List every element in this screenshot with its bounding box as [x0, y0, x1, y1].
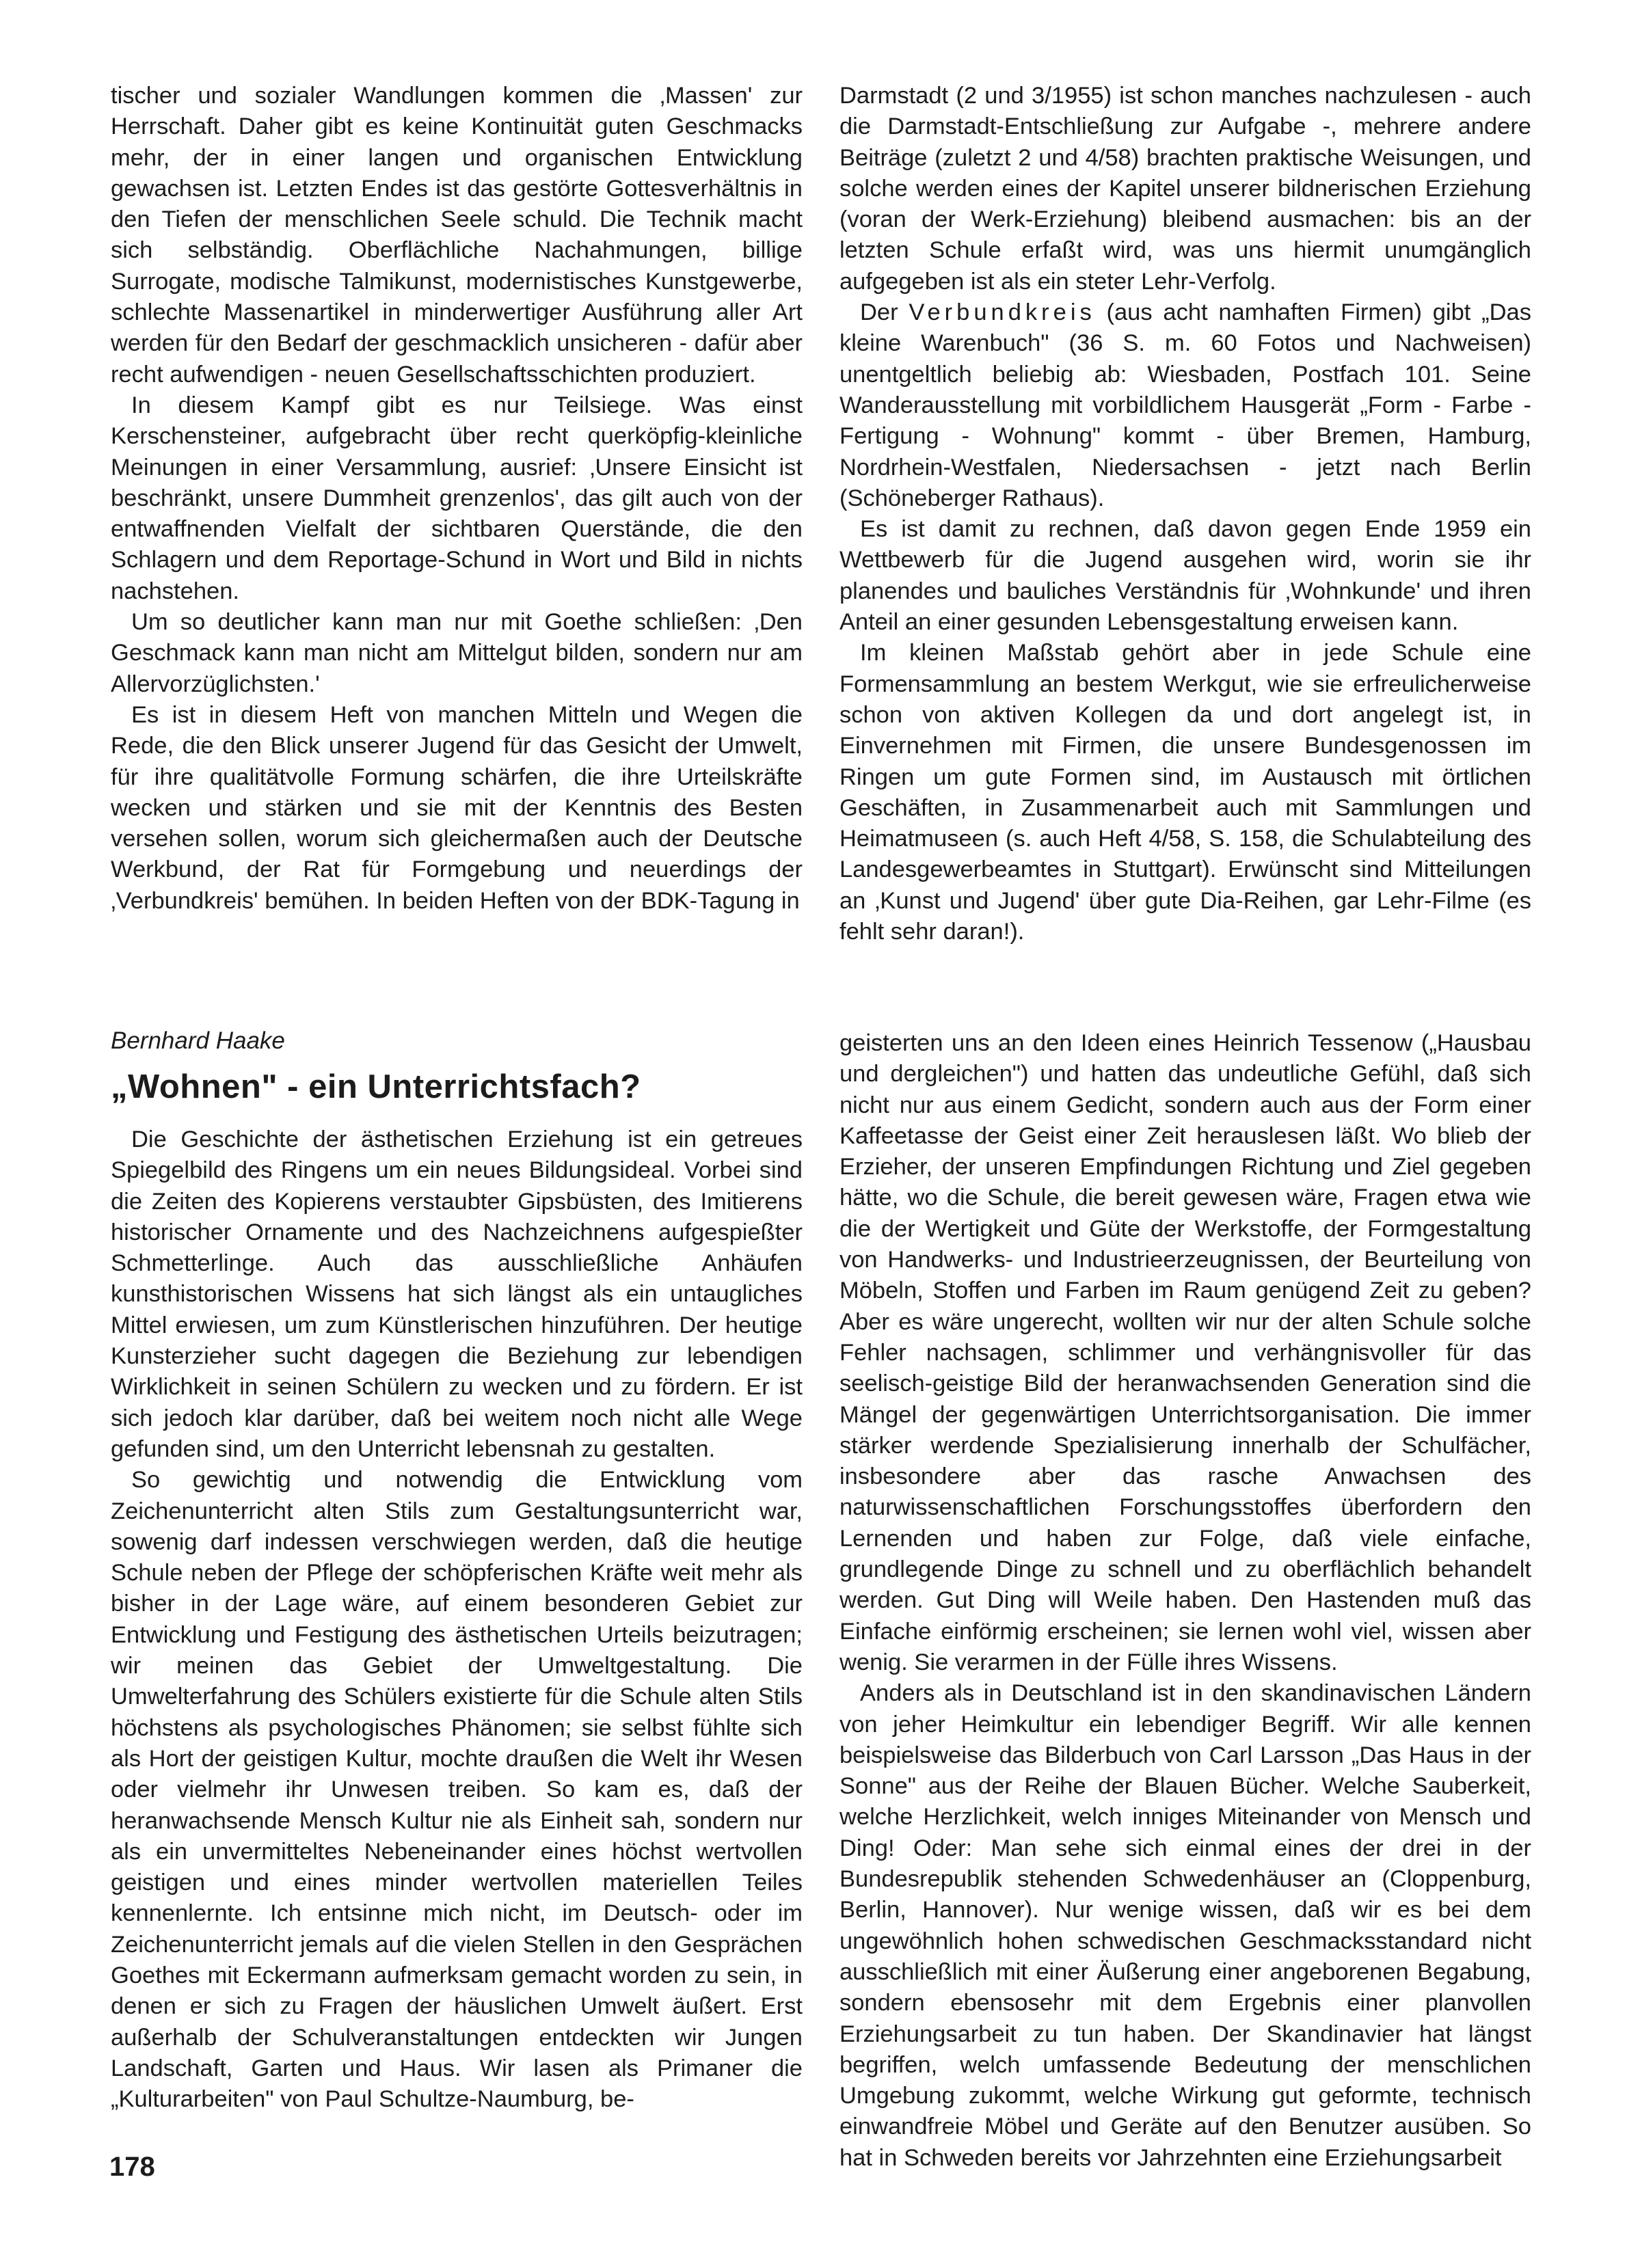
text-paragraph: tischer und sozialer Wandlungen kommen die ‚Massen' zur Herrschaft. Daher gibt es keine Kontinuität guten Geschmacks mehr, der in einer langen und organischen Entwicklung gewachsen ist. Letzten Endes ist das gestörte Gottesverhältnis in den Tiefen der menschlichen Seele schuld. Die Technik macht sich selbständig. Oberflächliche Nachahmungen, billige Surrogate, modische Talmikunst, modernistisches Kunstgewerbe, schlechte Massenartikel in minderwertiger Ausführung aller Art werden für den Bedarf der geschmacklich unsicheren - dafür aber recht aufwendigen - neuen Gesellschaftsschichten produziert. [111, 83, 803, 388]
spaced-emphasis: Verbundkreis [909, 299, 1096, 326]
article-author: Bernhard Haake [111, 1027, 285, 1054]
text-paragraph: Im kleinen Maßstab gehört aber in jede Schule eine Formensammlung an bestem Werkgut, wie sie erfreulicherweise schon von aktiven Kollegen da und dort angelegt ist, in Einvernehmen mit Firmen, die unsere Bundesgenossen im Ringen um gute Formen sind, im Austausch mit örtlichen Geschäften, in Zusammenarbeit auch mit Sammlungen und Heimatmuseen (s. auch Heft 4/58, S. 158, die Schulabteilung des Landesgewerbeamtes in Stuttgart). Erwünscht sind Mitteilungen an ‚Kunst und Jugend' über gute Dia-Reihen, gar Lehr-Filme (es fehlt sehr daran!). [839, 640, 1531, 945]
top-left-column [111, 81, 803, 917]
text-paragraph: Es ist in diesem Heft von manchen Mitteln und Wegen die Rede, die den Blick unserer Jugend für das Gesicht der Umwelt, für ihre qualitätvolle Formung schärfen, die ihre Urteilskräfte wecken und stärken und sie mit der Kenntnis des Besten versehen sollen, worum sich gleichermaßen auch der Deutsche Werkbund, der Rat für Formgebung und neuerdings der ‚Verbundkreis' bemühen. In beiden Heften von der BDK-Tagung in [111, 701, 803, 914]
bottom-right-column [839, 1028, 1531, 2174]
article-title: „Wohnen" - ein Unterrichtsfach? [111, 1068, 641, 1105]
bottom-left-column [111, 1124, 803, 2116]
text-paragraph: Anders als in Deutschland ist in den skandinavischen Ländern von jeher Heimkultur ein lebendiger Begriff. Wir alle kennen beispielsweise das Bilderbuch von Carl Larsson „Das Haus in der Sonne" aus der Reihe der Blauen Bücher. Welche Sauberkeit, welche Herzlichkeit, welch inniges Miteinander von Mensch und Ding! Oder: Man sehe sich einmal eines der drei in der Bundesrepublik stehenden Schwedenhäuser an (Cloppenburg, Berlin, Hannover). Nur wenige wissen, daß wir es bei dem ungewöhnlich hohen schwedischen Geschmacksstandard nicht ausschließlich mit einer Äußerung einer angeborenen Begabung, sondern ebensosehr mit dem Ergebnis einer planvollen Erziehungsarbeit zu tun haben. Der Skandinavier hat längst begriffen, welch umfassende Bedeutung der menschlichen Umgebung zukommt, welche Wirkung gut geformte, technisch einwandfreie Möbel und Geräte auf den Benutzer ausüben. So hat in Schweden bereits vor Jahrzehnten eine Erziehungsarbeit [839, 1680, 1531, 2171]
text-paragraph: geisterten uns an den Ideen eines Heinrich Tessenow („Hausbau und dergleichen") und hatten das undeutliche Gefühl, daß sich nicht nur aus einem Gedicht, sondern auch aus der Form einer Kaffeetasse der Geist einer Zeit herauslesen läßt. Wo blieb der Erzieher, der unseren Empfindungen Richtung und Ziel gegeben hätte, wo die Schule, die bereit gewesen wäre, Fragen etwa wie die der Wertigkeit und Güte der Werkstoffe, der Formgestaltung von Handwerks- und Industrieerzeugnissen, der Beurteilung von Möbeln, Stoffen und Farben im Raum genügend Zeit zu geben? Aber es wäre ungerecht, wollten wir nur der alten Schule solche Fehler nachsagen, schlimmer und verhängnisvoller für das seelisch-geistige Bild der heranwachsenden Generation sind die Mängel der gegenwärtigen Unterrichtsorganisation. Die immer stärker werdende Spezialisierung innerhalb der Schulfächer, insbesondere aber das rasche Anwachsen des naturwissenschaftlichen Forschungsstoffes überfordern den Lernenden und haben zur Folge, daß viele einfache, grundlegende Dinge zu schnell und zu oberflächlich behandelt werden. Gut Ding will Weile haben. Den Hastenden muß das Einfache einförmig erscheinen; sie lernen wohl viel, wissen aber wenig. Sie verarmen in der Fülle ihres Wissens. [839, 1030, 1531, 1675]
text-paragraph: In diesem Kampf gibt es nur Teilsiege. Was einst Kerschensteiner, aufgebracht über recht querköpfig-kleinliche Meinungen in einer Versammlung, ausrief: ‚Unsere Einsicht ist beschränkt, unsere Dummheit grenzenlos', das gilt auch von der entwaffnenden Vielfalt der sichtbaren Querstände, die den Schlagern und dem Reportage-Schund in Wort und Bild in nichts nachstehen. [111, 392, 803, 604]
paragraph-lead: Der [860, 299, 909, 326]
top-right-column [839, 81, 1531, 947]
text-paragraph: So gewichtig und notwendig die Entwicklung vom Zeichenunterricht alten Stils zum Gestaltungsunterricht war, sowenig darf indessen verschwiegen werden, daß die heutige Schule neben der Pflege der schöpferischen Kräfte weit mehr als bisher in der Lage wäre, auf einem besonderen Gebiet zur Entwicklung und Festigung des ästhetischen Urteils beizutragen; wir meinen das Gebiet der Umweltgestaltung. Die Umwelterfahrung des Schülers existierte für die Schule alten Stils höchstens als psychologisches Phänomen; sie selbst fühlte sich als Hort der geistigen Kultur, mochte draußen die Welt ihr Wesen oder vielmehr ihr Unwesen treiben. So kam es, daß der heranwachsende Mensch Kultur nie als Einheit sah, sondern nur als ein unvermitteltes Nebeneinander eines höchst wertvollen geistigen und eines minder wertvollen materiellen Teiles kennenlernte. Ich entsinne mich nicht, im Deutsch- oder im Zeichenunterricht jemals auf die vielen Stellen in den Gesprächen Goethes mit Eckermann aufmerksam gemacht worden zu sein, in denen er sich zu Fragen der häuslichen Umwelt äußert. Erst außerhalb der Schulveranstaltungen entdeckten wir Jungen Landschaft, Garten und Haus. Wir lasen als Primaner die „Kulturarbeiten" von Paul Schultze-Naumburg, be- [111, 1467, 803, 2113]
paragraph-rest: (aus acht namhaften Firmen) gibt „Das kleine Warenbuch" (36 S. m. 60 Fotos und Nachweisen) unentgeltlich beliebig ab: Wiesbaden, Postfach 101. Seine Wanderausstellung mit vorbildlichem Hausgerät „Form - Farbe - Fertigung - Wohnung" kommt - über Bremen, Hamburg, Nordrhein-Westfalen, Niedersachsen - jetzt nach Berlin (Schöneberger Rathaus). [839, 299, 1531, 511]
text-paragraph: Es ist damit zu rechnen, daß davon gegen Ende 1959 ein Wettbewerb für die Jugend ausgehen wird, worin sie ihr planendes und bauliches Verständnis für ‚Wohnkunde' und ihren Anteil an einer gesunden Lebensgestaltung erweisen kann. [839, 516, 1531, 636]
text-paragraph: Darmstadt (2 und 3/1955) ist schon manches nachzulesen - auch die Darmstadt-Entschließung zur Aufgabe -, mehrere andere Beiträge (zuletzt 2 und 4/58) brachten praktische Weisungen, und solche werden eines der Kapitel unserer bildnerischen Erziehung (voran der Werk-Erziehung) bleibend ausmachen: bis an der letzten Schule erfaßt wird, was uns hiermit unumgänglich aufgegeben ist als ein steter Lehr-Verfolg. [839, 83, 1531, 295]
text-paragraph: Um so deutlicher kann man nur mit Goethe schließen: ‚Den Geschmack kann man nicht am Mittelgut bilden, sondern nur am Allervorzüglichsten.' [111, 609, 803, 697]
text-paragraph [839, 297, 1531, 514]
page-number: 178 [109, 2152, 155, 2182]
text-paragraph: Die Geschichte der ästhetischen Erziehung ist ein getreues Spiegelbild des Ringens um ein neues Bildungsideal. Vorbei sind die Zeiten des Kopierens verstaubter Gipsbüsten, des Imitierens historischer Ornamente und des Nachzeichnens aufgespießter Schmetterlinge. Auch das ausschließliche Anhäufen kunsthistorischen Wissens hat sich längst als ein untaugliches Mittel erwiesen, um zum Künstlerischen hinzuführen. Der heutige Kunsterzieher sucht dagegen die Beziehung zur lebendigen Wirklichkeit in seinen Schülern zu wecken und zu fördern. Er ist sich jedoch klar darüber, daß bei weitem noch nicht alle Wege gefunden sind, um den Unterricht lebensnah zu gestalten. [111, 1126, 803, 1462]
